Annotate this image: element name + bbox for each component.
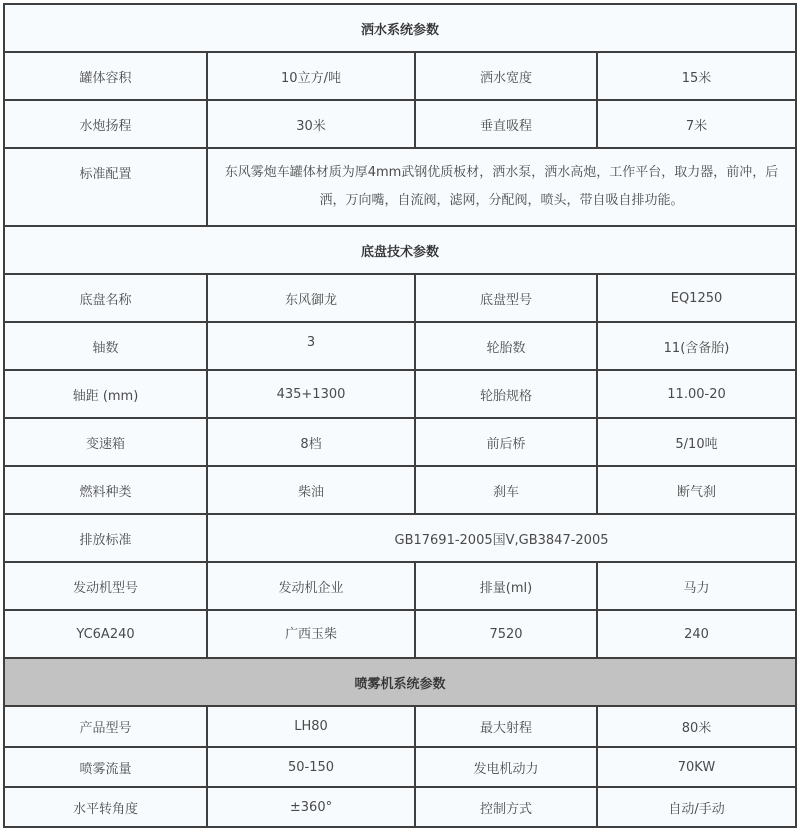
section-title: 底盘技术参数 <box>4 226 796 274</box>
param-value: 东风御龙 <box>207 274 415 322</box>
table-row <box>4 466 796 514</box>
param-label: 洒水宽度 <box>415 52 597 100</box>
param-value: 3 <box>207 322 415 370</box>
param-label: 垂直吸程 <box>415 100 597 148</box>
table-row <box>4 370 796 418</box>
param-value: YC6A240 <box>4 610 207 658</box>
section-header-chassis <box>4 226 796 274</box>
section-header-sprayer <box>4 658 796 706</box>
param-value: 80米 <box>597 706 796 747</box>
param-label: 变速箱 <box>4 418 207 466</box>
param-label: 水炮扬程 <box>4 100 207 148</box>
column-header: 马力 <box>597 562 796 610</box>
param-label: 罐体容积 <box>4 52 207 100</box>
param-value: 自动/手动 <box>597 787 796 827</box>
param-value: 50-150 <box>207 747 415 787</box>
table-row-emission <box>4 514 796 562</box>
param-value: 广西玉柴 <box>207 610 415 658</box>
table-row <box>4 787 796 827</box>
param-value: 11(含备胎) <box>597 322 796 370</box>
table-row <box>4 100 796 148</box>
param-label: 产品型号 <box>4 706 207 747</box>
param-value: 7520 <box>415 610 597 658</box>
param-label: 轮胎规格 <box>415 370 597 418</box>
param-value: GB17691-2005国Ⅴ,GB3847-2005 <box>207 514 796 562</box>
param-value: 7米 <box>597 100 796 148</box>
param-value: 70KW <box>597 747 796 787</box>
table-row <box>4 322 796 370</box>
section-title: 洒水系统参数 <box>4 4 796 52</box>
table-row <box>4 418 796 466</box>
param-value: 柴油 <box>207 466 415 514</box>
param-value: 11.00-20 <box>597 370 796 418</box>
param-label: 控制方式 <box>415 787 597 827</box>
param-label: 轮胎数 <box>415 322 597 370</box>
table-row <box>4 706 796 747</box>
engine-header-row <box>4 562 796 610</box>
param-value: 15米 <box>597 52 796 100</box>
param-value: 断气刹 <box>597 466 796 514</box>
param-label: 喷雾流量 <box>4 747 207 787</box>
engine-values-row <box>4 610 796 658</box>
param-label: 发电机动力 <box>415 747 597 787</box>
table-row <box>4 747 796 787</box>
param-value: 10立方/吨 <box>207 52 415 100</box>
table-row <box>4 52 796 100</box>
param-label: 最大射程 <box>415 706 597 747</box>
param-value: 240 <box>597 610 796 658</box>
param-label: 排放标准 <box>4 514 207 562</box>
column-header: 发动机型号 <box>4 562 207 610</box>
param-label: 标准配置 <box>4 148 207 226</box>
config-text: 东风雾炮车罐体材质为厚4mm武钢优质板材，洒水泵，洒水高炮，工作平台，取力器，前冲，后洒，万向嘴，自流阀，滤网，分配阀，喷头，带自吸自排功能。 <box>207 148 796 226</box>
param-label: 轴距 (mm) <box>4 370 207 418</box>
param-label: 燃料种类 <box>4 466 207 514</box>
spec-table <box>3 3 797 828</box>
param-value: 5/10吨 <box>597 418 796 466</box>
column-header: 排量(ml) <box>415 562 597 610</box>
param-label: 前后桥 <box>415 418 597 466</box>
table-row <box>4 274 796 322</box>
param-label: 刹车 <box>415 466 597 514</box>
section-title: 喷雾机系统参数 <box>4 658 796 706</box>
table-row-config <box>4 148 796 226</box>
param-label: 底盘型号 <box>415 274 597 322</box>
section-header-water <box>4 4 796 52</box>
param-value: EQ1250 <box>597 274 796 322</box>
param-value: ±360° <box>207 787 415 827</box>
column-header: 发动机企业 <box>207 562 415 610</box>
param-value: LH80 <box>207 706 415 747</box>
param-label: 底盘名称 <box>4 274 207 322</box>
param-value: 435+1300 <box>207 370 415 418</box>
param-value: 8档 <box>207 418 415 466</box>
param-label: 水平转角度 <box>4 787 207 827</box>
param-value: 30米 <box>207 100 415 148</box>
param-label: 轴数 <box>4 322 207 370</box>
